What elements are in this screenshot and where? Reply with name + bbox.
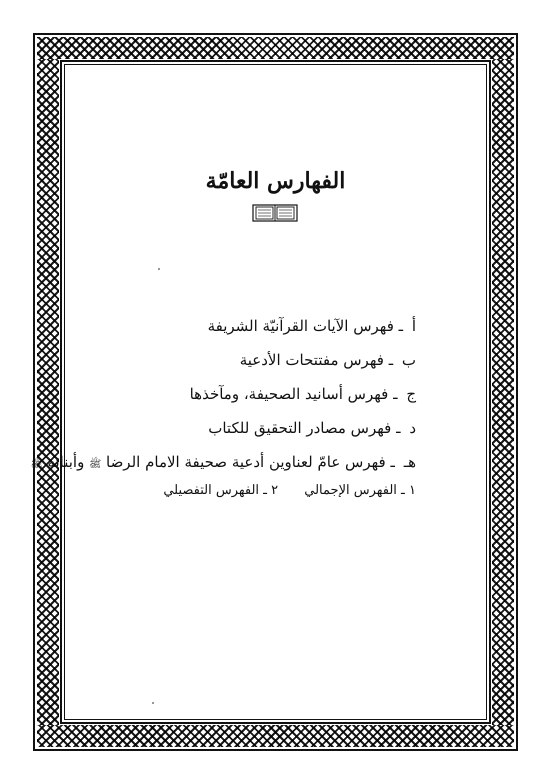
page-title: الفهارس العامّة: [205, 168, 346, 194]
index-item: هـ ـ فهرس عامّ لعناوين أدعية صحيفة الامام الرضا ﷺ وأبنائه ﷺ: [30, 453, 416, 471]
index-item-suffix: وأبنائه: [47, 453, 85, 471]
index-item-letter: ب: [401, 351, 416, 369]
index-item-letter: ج: [406, 385, 416, 403]
sub-index-number: ٢: [271, 483, 279, 498]
index-item: أ ـ فهرس الآيات القرآنيّة الشريفة: [207, 317, 416, 335]
sub-index-text: الفهرس الإجمالي: [304, 483, 397, 498]
speck: [152, 702, 154, 704]
index-list: [30, 312, 416, 482]
sub-index-item: ٢ ـ الفهرس التفصيلي: [163, 483, 279, 498]
sub-index-list: [163, 483, 416, 498]
index-item: ج ـ فهرس أسانيد الصحيفة، ومآخذها: [189, 385, 416, 403]
index-item: د ـ فهرس مصادر التحقيق للكتاب: [208, 419, 416, 437]
honorific-plural: ﷺ: [30, 459, 43, 470]
index-item: ب ـ فهرس مفتتحات الأدعية: [239, 351, 416, 369]
honorific-single: ﷺ: [89, 459, 102, 470]
sub-index-item: ١ ـ الفهرس الإجمالي: [304, 483, 416, 498]
index-item-text: فهرس مصادر التحقيق للكتاب: [208, 419, 392, 437]
index-item-letter: هـ: [403, 453, 416, 471]
index-item-text: فهرس مفتتحات الأدعية: [239, 351, 384, 369]
index-item-text: فهرس عامّ لعناوين أدعية صحيفة الامام الرضا: [106, 453, 386, 471]
sub-index-number: ١: [409, 483, 416, 498]
index-item-text: فهرس الآيات القرآنيّة الشريفة: [207, 317, 394, 335]
index-item-letter: أ: [411, 317, 416, 335]
index-item-text: فهرس أسانيد الصحيفة، ومآخذها: [189, 385, 389, 403]
speck: [158, 268, 160, 270]
index-item-letter: د: [409, 419, 416, 437]
open-book-icon: [252, 203, 298, 223]
sub-index-text: الفهرس التفصيلي: [163, 483, 260, 498]
